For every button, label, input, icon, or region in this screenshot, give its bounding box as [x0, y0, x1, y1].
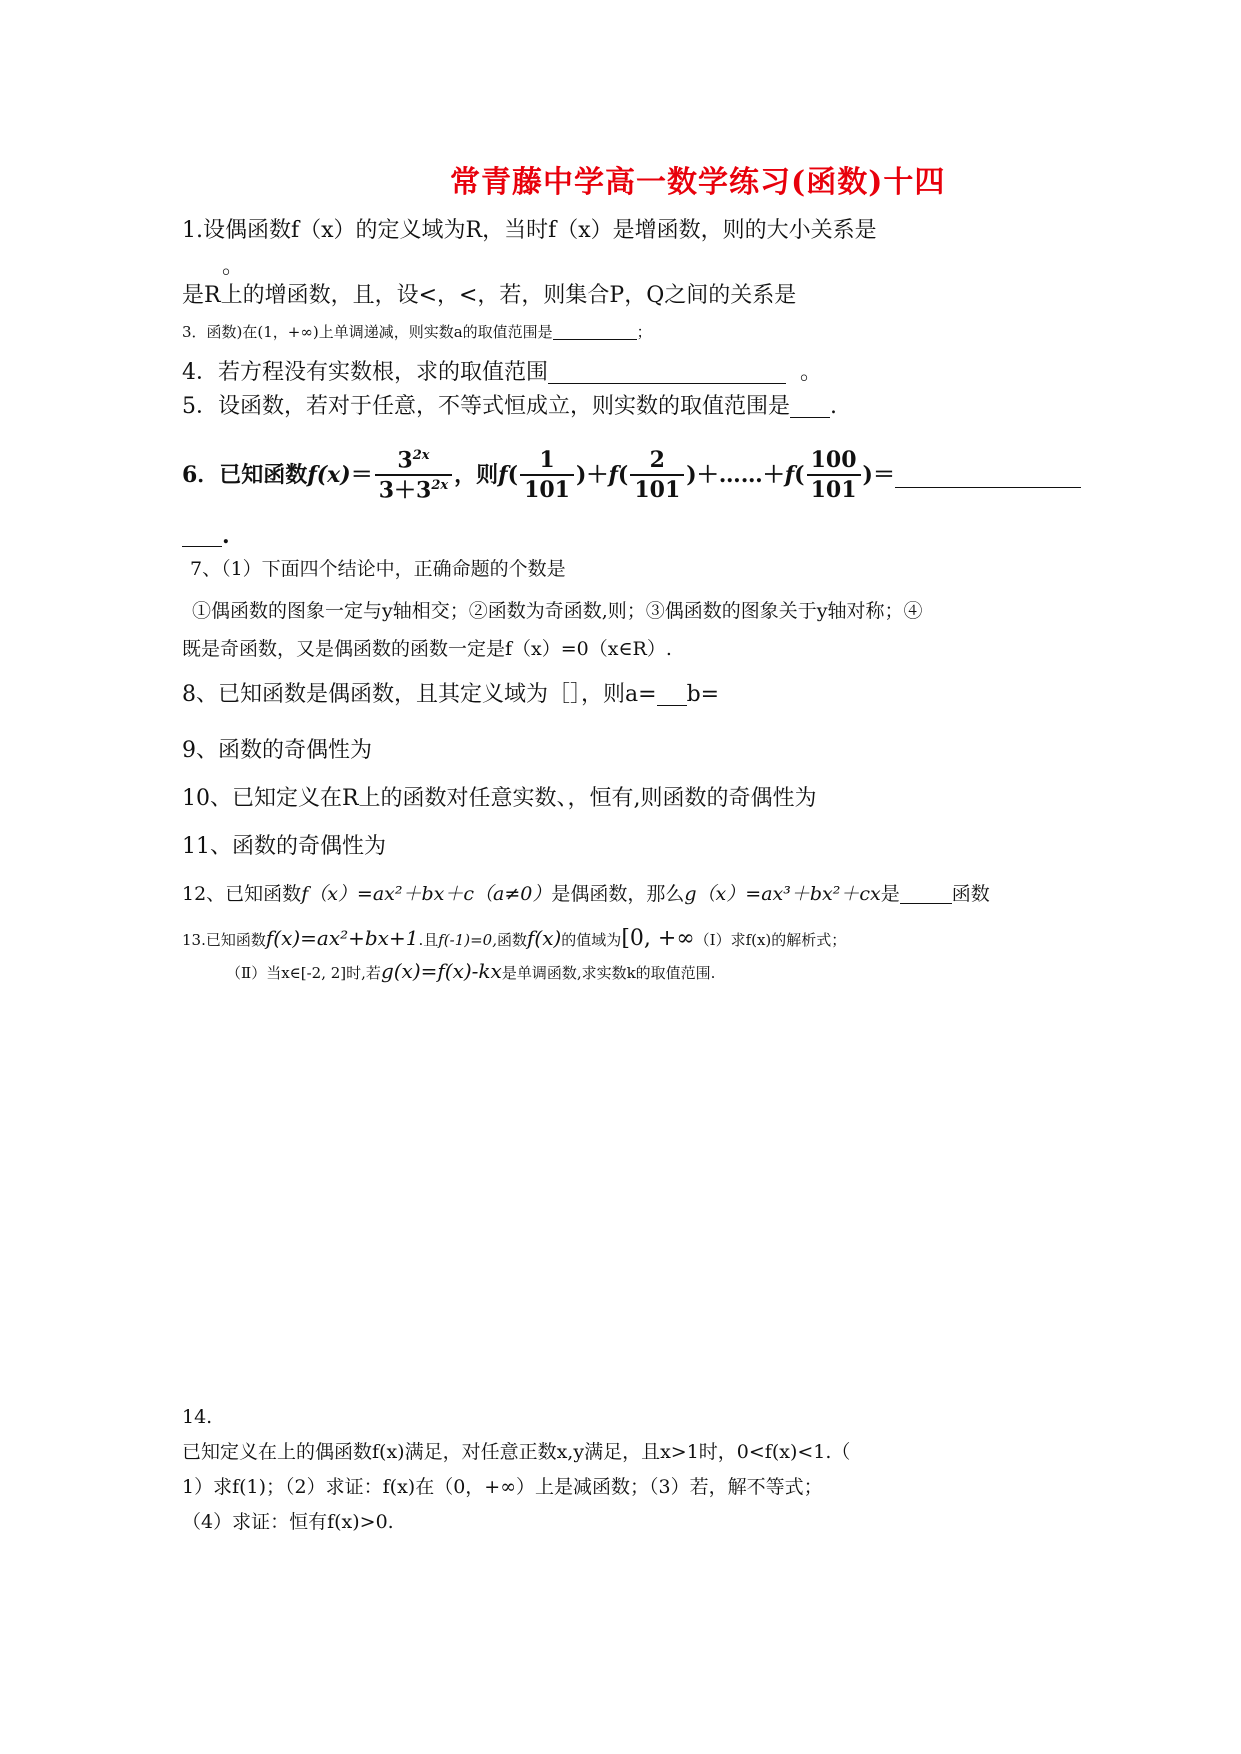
question-13-line-2 [226, 961, 715, 981]
term-1-denominator: 101 [520, 474, 574, 501]
question-7-line-1: ①偶函数的图象一定与y轴相交；②函数为奇函数,则；③偶函数的图象关于y轴对称；④ [192, 600, 923, 622]
question-13-text: .且 [418, 931, 439, 949]
condition-expression: f(-1)=0, [438, 931, 497, 949]
question-12-mid: 是偶函数，那么 [551, 883, 685, 905]
plus-sign: ＋ [586, 462, 609, 488]
question-4-text: 4．若方程没有实数根，求的取值范围 [182, 360, 548, 385]
answer-blank [553, 339, 637, 340]
term-3-numerator: 100 [810, 447, 857, 473]
question-12 [182, 885, 990, 904]
question-10: 10、已知定义在R上的函数对任意实数、，恒有,则函数的奇偶性为 [182, 786, 817, 811]
question-1-end: 。 [222, 254, 245, 279]
question-14-line-3: （4）求证：恒有f(x)>0. [182, 1511, 394, 1533]
question-12-lead: 12、已知函数 [182, 883, 302, 905]
question-6-period: . [222, 523, 230, 549]
answer-blank [895, 463, 1081, 488]
gx-expression: g（x）=ax³＋bx²＋cx [684, 883, 881, 905]
question-1-text: 1.设偶函数f（x）的定义域为R，当时f（x）是增函数，则的大小关系是 [182, 218, 877, 243]
fx-expression: f（x）=ax²＋bx＋c（a≠0） [301, 883, 552, 905]
question-6: 6．已知函数 f(x) ＝ $\frac{3^{2x}}{3+3^{2x}}$ ，则 f ( $\frac{1}{101}$ ) ＋ f ( $\frac{2}{101}$ ) ＋……＋ f ( $\frac{100}{101}$ ) ＝ [182, 440, 1081, 510]
range-expression: [0, +∞ [621, 926, 695, 951]
fraction-term-2 [630, 449, 684, 501]
question-14-number: 14. [182, 1406, 213, 1428]
fx-symbol: f(x) [527, 926, 562, 950]
answer-blank [182, 526, 222, 547]
term-2-numerator: 2 [649, 447, 665, 473]
term-2-denominator: 101 [630, 474, 684, 501]
question-13-part-1: （Ⅰ）求f(x)的解析式； [694, 931, 847, 949]
question-4-end: 。 [800, 360, 823, 385]
question-6-lead: 6．已知函数 [182, 462, 308, 488]
term-1-numerator: 1 [539, 447, 555, 473]
exponent: 2x [412, 447, 430, 463]
fraction-main [375, 449, 452, 502]
question-7-line-2: 既是奇函数，又是偶函数的函数一定是f（x）=0（x∈R）. [182, 638, 672, 660]
question-3 [182, 325, 652, 340]
question-8 [182, 684, 719, 706]
equals-sign: ＝ [350, 462, 373, 488]
fraction-numerator: 3 [397, 447, 413, 473]
question-8-b: b= [686, 682, 720, 707]
f-symbol: f [608, 462, 618, 488]
answer-blank [548, 363, 786, 384]
question-5-end: . [830, 394, 837, 419]
question-13-part-2: （Ⅱ）当x∈[-2, 2]时,若 [226, 964, 381, 982]
fx-expression: f(x)=ax²+bx+1 [265, 926, 419, 950]
fx-expression: f(x) [307, 462, 351, 488]
question-13-text: 函数 [496, 931, 527, 949]
question-1 [182, 220, 877, 242]
question-5 [182, 396, 837, 418]
page-title: 常青藤中学高一数学练习(函数)十四 [450, 165, 946, 200]
question-13-line-1 [182, 928, 846, 950]
question-8-text: 8、已知函数是偶函数，且其定义域为［］，则a= [182, 682, 657, 707]
fraction-term-3 [807, 449, 861, 501]
question-13-text: 是单调函数,求实数k的取值范围. [501, 964, 716, 982]
exponent: 2x [431, 478, 449, 493]
gx-expression: g(x)=f(x)-kx [380, 959, 502, 983]
plus-ellipsis: ＋……＋ [696, 462, 785, 488]
question-5-text: 5．设函数，若对于任意，不等式恒成立，则实数的取值范围是 [182, 394, 790, 419]
term-3-denominator: 101 [807, 474, 861, 501]
f-symbol: f [498, 462, 508, 488]
question-14-line-1: 已知定义在上的偶函数f(x)满足，对任意正数x,y满足，且x>1时，0<f(x)<1.（ [182, 1441, 851, 1463]
equals-sign: ＝ [872, 462, 895, 488]
fraction-denominator: 3＋3 [378, 477, 432, 504]
question-12-end: 函数 [951, 883, 990, 905]
question-7-head: 7、（1）下面四个结论中，正确命题的个数是 [190, 558, 566, 580]
fraction-term-1 [520, 449, 574, 501]
answer-blank [790, 397, 830, 418]
then-text: ，则 [454, 462, 499, 488]
question-11: 11、函数的奇偶性为 [182, 834, 386, 859]
question-6-tail [182, 525, 230, 547]
question-9: 9、函数的奇偶性为 [182, 738, 372, 763]
question-12-is: 是 [880, 883, 900, 905]
question-14-line-2: 1）求f(1)；（2）求证：f(x)在（0，+∞）上是减函数；（3）若，解不等式； [182, 1476, 823, 1498]
answer-blank [900, 885, 952, 904]
question-2: 是R上的增函数，且，设<，<，若，则集合P，Q之间的关系是 [182, 283, 797, 308]
question-3-end: ； [636, 323, 652, 341]
question-13-lead: 13.已知函数 [182, 931, 266, 949]
question-3-text: 3．函数)在(1，+∞)上单调递减，则实数a的取值范围是 [182, 323, 553, 341]
question-13-text: 的值域为 [561, 931, 622, 949]
f-symbol: f [784, 462, 795, 488]
question-4 [182, 362, 822, 384]
answer-blank [657, 685, 687, 706]
